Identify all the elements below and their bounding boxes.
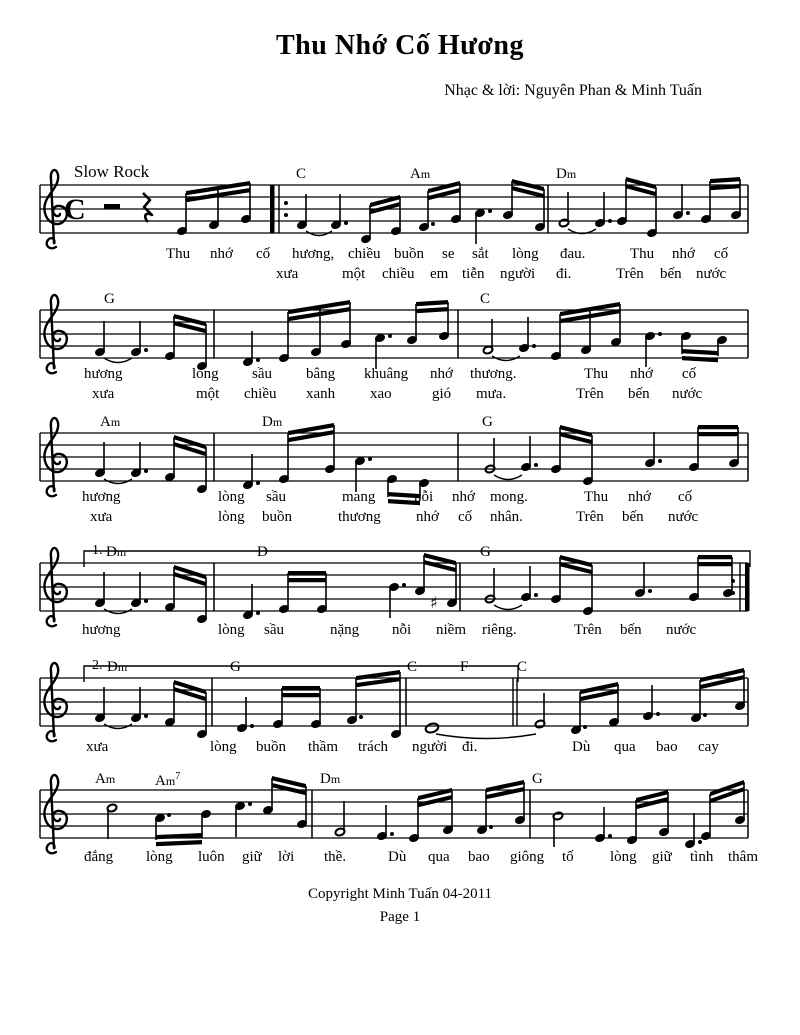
lyric-word: một (342, 266, 366, 282)
lyric-word: Thu (630, 246, 655, 262)
lyric-word: nỗi (392, 622, 412, 638)
staff-system-6 (0, 740, 800, 890)
lyric-word: hương (84, 366, 123, 382)
lyric-word: bến (660, 266, 682, 282)
lyric-word: đắng (84, 849, 114, 865)
lyric-word: Trên (576, 509, 604, 525)
lyric-word: Thu (584, 489, 609, 505)
lyric-word: Trên (574, 622, 602, 638)
song-title: Thu Nhớ Cố Hương (276, 30, 524, 61)
lyric-word: sắt (472, 246, 489, 262)
lyric-word: qua (614, 739, 636, 755)
lyric-word: thương. (470, 366, 517, 382)
lyric-word: chiều (244, 386, 277, 402)
time-signature: C (64, 193, 86, 226)
lyric-word: lòng (218, 489, 245, 505)
lyric-word: lời (278, 849, 295, 865)
chord-label: Am$^7$ (155, 771, 181, 789)
chord-label: G (230, 659, 241, 675)
lyric-word: bến (620, 622, 642, 638)
volta-bracket (84, 551, 750, 567)
lyric-word: buồn (256, 739, 286, 755)
lyric-word: lòng (610, 849, 637, 865)
chord-label: C (480, 291, 491, 307)
lyric-word: chiều (382, 266, 415, 282)
lyric-word: xưa (86, 739, 109, 755)
lyric-word: mưa. (476, 386, 507, 402)
lyric-word: nhớ (630, 366, 653, 382)
lyric-word: người (412, 739, 448, 755)
lyric-word: em (430, 266, 449, 282)
chord-label: Am (410, 166, 431, 182)
chord-label: G (532, 771, 543, 787)
lyric-word: cố (458, 509, 473, 525)
lyric-word: cố (714, 246, 729, 262)
lyric-word: trách (358, 739, 388, 755)
lyric-word: lòng (146, 849, 173, 865)
chord-label: Dm (106, 544, 127, 560)
lyric-word: hương (82, 622, 121, 638)
lyric-word: tiễn (462, 266, 485, 282)
lyric-word: sầu (266, 489, 286, 505)
chord-label: G (480, 544, 491, 560)
lyric-word: khuâng (364, 366, 409, 382)
lyric-word: bao (468, 849, 490, 865)
lyric-word: nhớ (672, 246, 695, 262)
lyric-word: sầu (264, 622, 284, 638)
lyric-word: chiều (348, 246, 381, 262)
lyric-word: qua (428, 849, 450, 865)
chord-label: C (296, 166, 307, 182)
lyric-word: bến (622, 509, 644, 525)
lyric-word: thề. (324, 849, 347, 865)
lyric-word: nhớ (628, 489, 651, 505)
chord-label: F (460, 659, 469, 675)
lyric-word: nặng (330, 622, 360, 638)
chord-label: Dm (320, 771, 341, 787)
lyric-word: bến (628, 386, 650, 402)
lyric-word: lòng (218, 622, 245, 638)
lyric-word: nước (696, 266, 727, 282)
lyric-word: buồn (394, 246, 424, 262)
chord-label: Dm (556, 166, 577, 182)
lyric-word: luôn (198, 849, 225, 865)
chord-label: G (104, 291, 115, 307)
chord-label: C (517, 659, 528, 675)
lyric-word: cay (698, 739, 719, 755)
lyric-word: một (196, 386, 220, 402)
lyric-word: nước (666, 622, 697, 638)
lyric-word: lòng (210, 739, 237, 755)
lyric-word: tình (690, 849, 714, 865)
lyric-word: Dù (388, 849, 407, 865)
lyric-word: lòng (192, 366, 219, 382)
sharp-accidental: ♯ (430, 593, 438, 612)
chord-label: Am (95, 771, 116, 787)
lyric-word: người (500, 266, 536, 282)
volta-bracket (84, 666, 518, 682)
lyric-word: nhớ (210, 246, 233, 262)
copyright-notice: Copyright Minh Tuấn 04-2011 (307, 886, 493, 902)
lyric-word: Trên (576, 386, 604, 402)
lyric-word: Thu (584, 366, 609, 382)
lyric-word: xanh (306, 386, 336, 402)
lyric-word: lòng (512, 246, 539, 262)
lyric-word: thương (338, 509, 381, 525)
lyric-word: sầu (252, 366, 272, 382)
lyric-word: gió (432, 386, 452, 402)
chord-label: C (407, 659, 418, 675)
lyric-word: niềm (436, 622, 466, 638)
lyric-word: buồn (262, 509, 292, 525)
lyric-word: thâm (728, 849, 758, 865)
volta-number: 2. (92, 658, 103, 673)
lyric-word: riêng. (482, 622, 517, 638)
lyric-word: cố (682, 366, 697, 382)
lyric-word: giông (510, 849, 545, 865)
lyric-word: đi. (462, 739, 478, 755)
chord-label: Am (100, 414, 121, 430)
volta-number: 1. (92, 543, 103, 558)
lyric-word: nước (672, 386, 703, 402)
lyric-word: giữ (652, 849, 672, 865)
lyric-word: xưa (92, 386, 115, 402)
lyric-word: đi. (556, 266, 572, 282)
lyric-word: Dù (572, 739, 591, 755)
lyric-word: hương (82, 489, 121, 505)
lyric-word: nhân. (490, 509, 523, 525)
lyric-word: mang (342, 489, 376, 505)
lyric-word: mong. (490, 489, 528, 505)
tempo-marking: Slow Rock (74, 162, 150, 181)
lyric-word: se (442, 246, 455, 262)
lyric-word: giữ (242, 849, 262, 865)
lyric-word: xưa (276, 266, 299, 282)
lyric-word: cố (678, 489, 693, 505)
chord-label: Dm (262, 414, 283, 430)
lyric-word: bâng (306, 366, 336, 382)
page-number: Page 1 (379, 909, 421, 925)
lyric-word: đau. (560, 246, 586, 262)
composer-credit: Nhạc & lời: Nguyên Phan & Minh Tuấn (444, 82, 702, 99)
lyric-word: hương, (292, 246, 335, 262)
lyric-word: xao (370, 386, 392, 402)
lyric-word: nhớ (430, 366, 453, 382)
chord-label: D (257, 544, 268, 560)
chord-label: Dm (107, 659, 128, 675)
lyric-word: nhớ (416, 509, 439, 525)
lyric-word: nhớ (452, 489, 475, 505)
lyric-word: bao (656, 739, 678, 755)
lyric-word: thầm (308, 739, 338, 755)
lyric-word: nước (668, 509, 699, 525)
lyric-word: Trên (616, 266, 644, 282)
lyric-word: Thu (166, 246, 191, 262)
lyric-word: cố (256, 246, 271, 262)
chord-label: G (482, 414, 493, 430)
lyric-word: tố (562, 849, 574, 865)
lyric-word: xưa (90, 509, 113, 525)
lyric-word: nỗi (414, 489, 434, 505)
lyric-word: lòng (218, 509, 245, 525)
